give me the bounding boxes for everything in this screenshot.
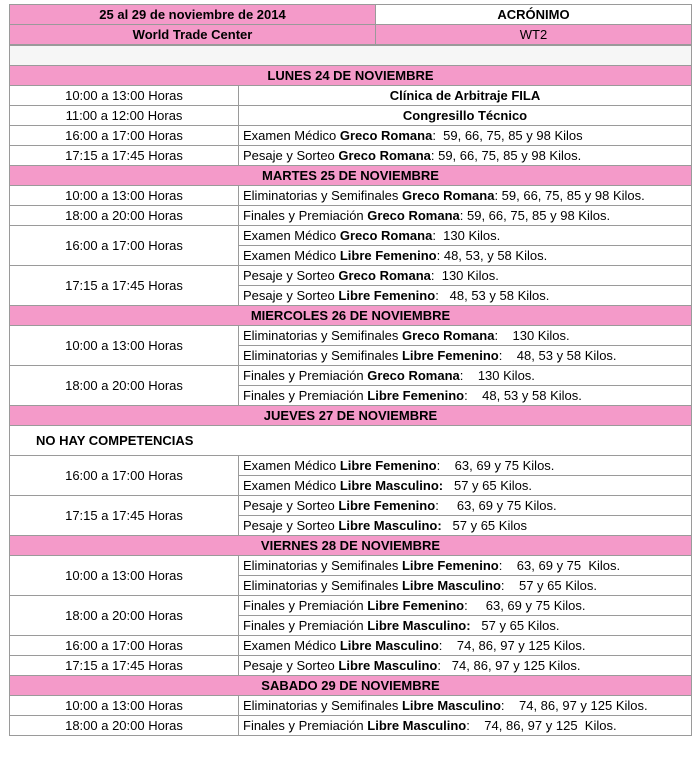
- activity-category: Libre Femenino: [401, 348, 499, 363]
- activity-text: Examen Médico: [243, 248, 340, 263]
- activity-text: Examen Médico: [243, 128, 340, 143]
- schedule-table: [9, 45, 692, 736]
- schedule-row: [10, 456, 692, 476]
- activity-weights: : 48, 53 y 58 Kilos.: [464, 388, 582, 403]
- activity-category: Greco Romana: [367, 368, 460, 383]
- acronym-value: WT2: [376, 25, 692, 45]
- activity-weights: : 63, 69 y 75 Kilos.: [435, 498, 557, 513]
- time-slot: 11:00 a 12:00 Horas: [10, 106, 239, 126]
- schedule-row: [10, 636, 692, 656]
- schedule-body: [10, 46, 692, 736]
- time-slot: 18:00 a 20:00 Horas: [10, 366, 239, 406]
- day-title: SABADO 29 DE NOVIEMBRE: [10, 676, 692, 696]
- schedule-row: [10, 126, 692, 146]
- activity-category: Greco Romana: [338, 148, 431, 163]
- schedule-row: [10, 656, 692, 676]
- activity-description: [239, 286, 692, 306]
- day-header-row: [10, 66, 692, 86]
- activity-text: Pesaje y Sorteo: [243, 288, 339, 303]
- schedule-row: [10, 716, 692, 736]
- activity-description: [239, 326, 692, 346]
- activity-category: Libre Masculino:: [339, 478, 444, 493]
- activity-text: Pesaje y Sorteo: [243, 148, 339, 163]
- activity-weights: : 74, 86, 97 y 125 Kilos.: [438, 638, 586, 653]
- activity-description: [239, 366, 692, 386]
- day-header-row: [10, 306, 692, 326]
- event-venue: World Trade Center: [10, 25, 376, 45]
- activity-text: Congresillo Técnico: [402, 108, 528, 123]
- activity-description: [239, 636, 692, 656]
- activity-weights: : 48, 53 y 58 Kilos.: [498, 348, 617, 363]
- time-slot: 18:00 a 20:00 Horas: [10, 716, 239, 736]
- schedule-row: [10, 106, 692, 126]
- activity-category: Libre Femenino: [339, 248, 437, 263]
- activity-weights: : 59, 66, 75, 85 y 98 Kilos.: [430, 148, 582, 163]
- activity-description: [239, 186, 692, 206]
- activity-text: Examen Médico: [243, 228, 340, 243]
- time-slot: 16:00 a 17:00 Horas: [10, 456, 239, 496]
- activity-text: Finales y Premiación: [243, 618, 368, 633]
- activity-description: [239, 516, 692, 536]
- no-competition-note: NO HAY COMPETENCIAS: [10, 426, 692, 456]
- activity-weights: : 130 Kilos.: [432, 228, 501, 243]
- activity-weights: : 130 Kilos.: [430, 268, 499, 283]
- activity-text: Eliminatorias y Semifinales: [243, 188, 402, 203]
- day-header-row: [10, 166, 692, 186]
- activity-weights: : 130 Kilos.: [459, 368, 535, 383]
- time-slot: 17:15 a 17:45 Horas: [10, 656, 239, 676]
- activity-weights: : 57 y 65 Kilos.: [500, 578, 598, 593]
- activity-category: Libre Femenino: [367, 388, 465, 403]
- activity-description: [239, 716, 692, 736]
- activity-category: Libre Femenino: [339, 458, 437, 473]
- schedule-row: [10, 266, 692, 286]
- schedule-row: [10, 696, 692, 716]
- time-slot: 17:15 a 17:45 Horas: [10, 266, 239, 306]
- time-slot: 10:00 a 13:00 Horas: [10, 186, 239, 206]
- activity-text: Eliminatorias y Semifinales: [243, 348, 402, 363]
- activity-weights: : 59, 66, 75, 85 y 98 Kilos.: [494, 188, 645, 203]
- activity-weights: 57 y 65 Kilos: [441, 518, 527, 533]
- spacer-cell: [10, 46, 692, 66]
- day-header-row: [10, 536, 692, 556]
- time-slot: 16:00 a 17:00 Horas: [10, 226, 239, 266]
- activity-weights: 57 y 65 Kilos.: [470, 618, 560, 633]
- schedule-row: [10, 596, 692, 616]
- activity-description: [239, 496, 692, 516]
- activity-text: Eliminatorias y Semifinales: [243, 558, 402, 573]
- activity-weights: : 74, 86, 97 y 125 Kilos.: [500, 698, 648, 713]
- activity-description: [239, 576, 692, 596]
- activity-text: Finales y Premiación: [243, 208, 368, 223]
- schedule-row: [10, 496, 692, 516]
- activity-description: [239, 346, 692, 366]
- activity-text: Pesaje y Sorteo: [243, 498, 339, 513]
- activity-weights: : 63, 69 y 75 Kilos.: [464, 598, 586, 613]
- schedule-row: [10, 326, 692, 346]
- activity-text: Examen Médico: [243, 638, 340, 653]
- activity-text: Pesaje y Sorteo: [243, 518, 339, 533]
- activity-category: Libre Masculino: [401, 698, 501, 713]
- day-header-row: [10, 406, 692, 426]
- activity-description: [239, 206, 692, 226]
- activity-text: Pesaje y Sorteo: [243, 658, 339, 673]
- event-dates: 25 al 29 de noviembre de 2014: [10, 5, 376, 25]
- activity-category: Libre Masculino: [338, 658, 438, 673]
- acronym-label: ACRÓNIMO: [376, 5, 692, 25]
- activity-category: Libre Masculino:: [338, 518, 442, 533]
- activity-weights: : 130 Kilos.: [494, 328, 570, 343]
- activity-description: [239, 226, 692, 246]
- activity-description: [239, 696, 692, 716]
- event-header-row-2: [10, 25, 692, 45]
- activity-weights: : 48, 53 y 58 Kilos.: [435, 288, 550, 303]
- time-slot: 17:15 a 17:45 Horas: [10, 496, 239, 536]
- activity-category: Libre Masculino: [339, 638, 439, 653]
- no-competition-row: [10, 426, 692, 456]
- activity-text: Finales y Premiación: [243, 598, 368, 613]
- activity-category: Libre Femenino: [338, 288, 436, 303]
- activity-description: [239, 596, 692, 616]
- activity-text: Finales y Premiación: [243, 388, 368, 403]
- activity-category: Libre Femenino: [367, 598, 465, 613]
- time-slot: 10:00 a 13:00 Horas: [10, 86, 239, 106]
- time-slot: 18:00 a 20:00 Horas: [10, 206, 239, 226]
- activity-category: Greco Romana: [339, 128, 433, 143]
- activity-weights: 57 y 65 Kilos.: [443, 478, 533, 493]
- time-slot: 10:00 a 13:00 Horas: [10, 326, 239, 366]
- activity-category: Libre Masculino: [367, 718, 467, 733]
- day-title: MIERCOLES 26 DE NOVIEMBRE: [10, 306, 692, 326]
- activity-description: [239, 556, 692, 576]
- activity-category: Greco Romana: [339, 228, 433, 243]
- schedule-row: [10, 206, 692, 226]
- activity-description: [239, 456, 692, 476]
- day-title: LUNES 24 DE NOVIEMBRE: [10, 66, 692, 86]
- event-header-table: [9, 4, 692, 45]
- time-slot: 10:00 a 13:00 Horas: [10, 556, 239, 596]
- time-slot: 17:15 a 17:45 Horas: [10, 146, 239, 166]
- activity-category: Greco Romana: [401, 188, 495, 203]
- activity-text: Eliminatorias y Semifinales: [243, 698, 402, 713]
- activity-description: [239, 126, 692, 146]
- activity-text: Examen Médico: [243, 478, 340, 493]
- day-header-row: [10, 676, 692, 696]
- activity-description: [239, 386, 692, 406]
- activity-description: [239, 86, 692, 106]
- activity-description: [239, 106, 692, 126]
- activity-text: Pesaje y Sorteo: [243, 268, 339, 283]
- activity-category: Greco Romana: [401, 328, 495, 343]
- activity-text: Examen Médico: [243, 458, 340, 473]
- day-title: MARTES 25 DE NOVIEMBRE: [10, 166, 692, 186]
- activity-text: Clínica de Arbitraje FILA: [389, 88, 541, 103]
- day-title: JUEVES 27 DE NOVIEMBRE: [10, 406, 692, 426]
- schedule-row: [10, 186, 692, 206]
- time-slot: 10:00 a 13:00 Horas: [10, 696, 239, 716]
- activity-description: [239, 146, 692, 166]
- spacer-row: [10, 46, 692, 66]
- activity-text: Finales y Premiación: [243, 368, 368, 383]
- activity-text: Eliminatorias y Semifinales: [243, 328, 402, 343]
- activity-category: Libre Femenino: [401, 558, 499, 573]
- activity-category: Libre Femenino: [338, 498, 436, 513]
- schedule-row: [10, 86, 692, 106]
- activity-description: [239, 616, 692, 636]
- activity-description: [239, 246, 692, 266]
- activity-weights: : 74, 86, 97 y 125 Kilos.: [437, 658, 581, 673]
- activity-weights: : 48, 53, y 58 Kilos.: [436, 248, 548, 263]
- activity-weights: : 59, 66, 75, 85 y 98 Kilos.: [459, 208, 611, 223]
- event-header-row-1: [10, 5, 692, 25]
- schedule-row: [10, 146, 692, 166]
- schedule-row: [10, 366, 692, 386]
- activity-description: [239, 656, 692, 676]
- activity-weights: : 63, 69 y 75 Kilos.: [436, 458, 555, 473]
- time-slot: 18:00 a 20:00 Horas: [10, 596, 239, 636]
- activity-weights: : 59, 66, 75, 85 y 98 Kilos: [432, 128, 583, 143]
- day-title: VIERNES 28 DE NOVIEMBRE: [10, 536, 692, 556]
- time-slot: 16:00 a 17:00 Horas: [10, 636, 239, 656]
- time-slot: 16:00 a 17:00 Horas: [10, 126, 239, 146]
- activity-text: Finales y Premiación: [243, 718, 368, 733]
- activity-weights: : 74, 86, 97 y 125 Kilos.: [466, 718, 617, 733]
- activity-category: Libre Masculino:: [367, 618, 471, 633]
- schedule-row: [10, 556, 692, 576]
- activity-text: Eliminatorias y Semifinales: [243, 578, 402, 593]
- schedule-row: [10, 226, 692, 246]
- activity-category: Libre Masculino: [401, 578, 501, 593]
- activity-description: [239, 476, 692, 496]
- activity-weights: : 63, 69 y 75 Kilos.: [498, 558, 621, 573]
- activity-category: Greco Romana: [338, 268, 431, 283]
- activity-category: Greco Romana: [367, 208, 460, 223]
- activity-description: [239, 266, 692, 286]
